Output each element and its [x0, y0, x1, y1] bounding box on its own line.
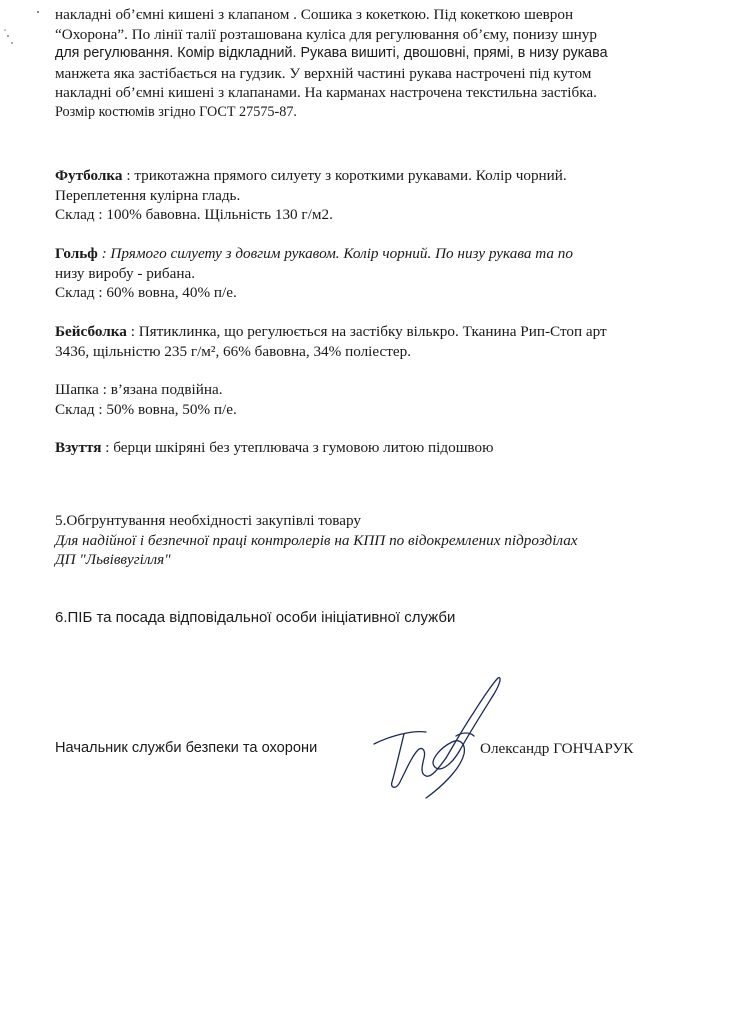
cap-label: Бейсболка — [55, 323, 127, 340]
section-5 — [55, 511, 665, 570]
intro-line: накладні об’ємні кишені з клапаном . Сошика з кокеткою. Під кокеткою шеврон — [55, 6, 574, 23]
hat-paragraph — [55, 380, 665, 419]
intro-line: манжета яка застібається на гудзик. У верхній частині рукава настрочені під кутом — [55, 64, 592, 82]
intro-paragraph — [55, 5, 665, 122]
signature-line — [55, 740, 665, 762]
intro-line: “Охорона”. По лінії талії розташована куліса для регулювання об’єму, понизу шнур — [55, 25, 597, 43]
boots-description: : берци шкіряні без утеплювача з гумовою литою підошвою — [101, 439, 494, 456]
scan-speck-marks — [0, 0, 60, 50]
hat-composition: Склад : 50% вовна, 50% п/е. — [55, 400, 237, 418]
golf-label: Гольф — [55, 245, 98, 262]
tshirt-weave: Переплетення кулірна гладь. — [55, 186, 241, 204]
boots-paragraph — [55, 438, 665, 458]
golf-description-cont: низу виробу - рибана. — [55, 264, 196, 282]
signatory-name: Олександр ГОНЧАРУК — [480, 740, 634, 757]
golf-paragraph — [55, 244, 665, 303]
intro-line: Розмір костюмів згідно ГОСТ 27575-87. — [55, 103, 297, 120]
golf-description: : Прямого силуету з довгим рукавом. Колір чорний. По низу рукава та по — [97, 245, 573, 262]
section-5-title: 5.Обгрунтування необхідності закупівлі товару — [55, 512, 361, 529]
hat-description: Шапка : в’язана подвійна. — [55, 381, 223, 398]
intro-line: накладні об’ємні кишені з клапанами. На карманах настрочена текстильна застібка. — [55, 84, 597, 101]
intro-line: для регулювання. Комір відкладний. Рукава вишиті, двошовні, прямі, в низу рукава — [55, 45, 608, 61]
section-5-justification-cont: ДП "Львіввугілля" — [55, 551, 171, 568]
tshirt-description: : трикотажна прямого силуету з короткими рукавами. Колір чорний. — [122, 167, 567, 184]
tshirt-label: Футболка — [55, 167, 123, 184]
section-6-title: 6.ПІБ та посада відповідальної особи ініціативної служби — [55, 609, 456, 626]
section-5-justification: Для надійної і безпечної праці контролерів на КПП по відокремлених підрозділах — [55, 531, 578, 549]
signatory-position: Начальник служби безпеки та охорони — [55, 740, 318, 756]
cap-paragraph — [55, 322, 665, 361]
boots-label: Взуття — [55, 439, 102, 456]
tshirt-paragraph — [55, 166, 665, 225]
tshirt-composition: Склад : 100% бавовна. Щільність 130 г/м2. — [55, 206, 333, 223]
cap-description: : Пятиклинка, що регулюється на застібку вількро. Тканина Рип-Стоп арт — [126, 323, 607, 340]
cap-description-cont: 3436, щільністю 235 г/м², 66% бавовна, 34% поліестер. — [55, 342, 412, 360]
section-6 — [55, 608, 665, 628]
golf-composition: Склад : 60% вовна, 40% п/е. — [55, 284, 237, 301]
